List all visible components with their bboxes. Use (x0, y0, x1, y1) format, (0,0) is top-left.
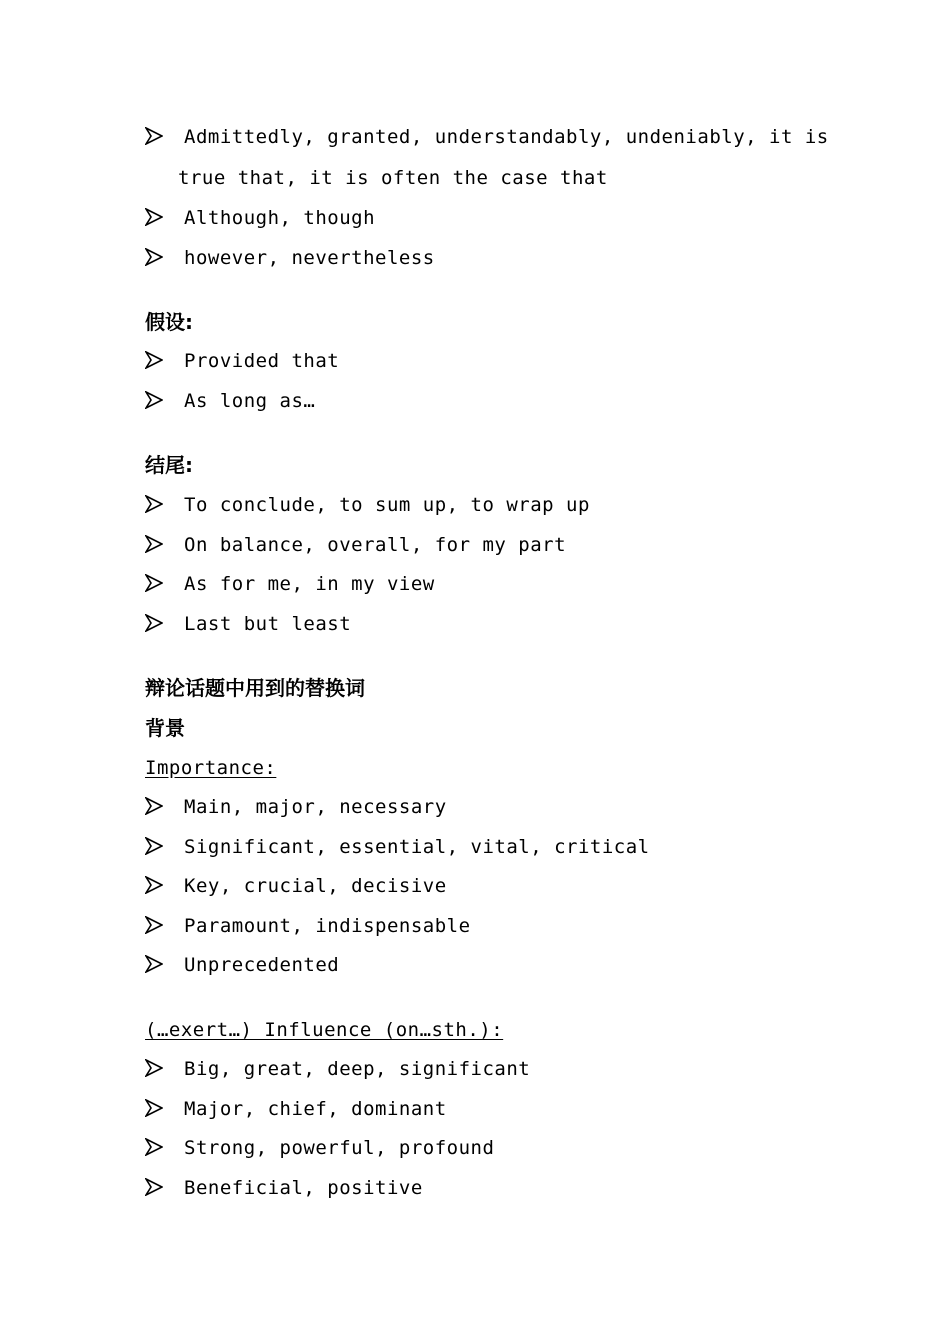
list-item-text: Major, chief, dominant (184, 1098, 447, 1120)
list-item (145, 1168, 423, 1328)
arrowhead-bullet-icon (145, 1138, 163, 1156)
arrowhead-bullet-icon (145, 248, 163, 266)
arrowhead-bullet-icon (145, 1178, 163, 1196)
arrowhead-bullet-icon (145, 916, 163, 934)
list-item-text: As long as… (184, 390, 316, 412)
arrowhead-bullet-icon (145, 1099, 163, 1117)
arrowhead-bullet-icon (145, 837, 163, 855)
list-item-text: Beneficial, positive (184, 1177, 423, 1199)
list-item-text: As for me, in my view (184, 573, 435, 595)
list-item-text: however, nevertheless (184, 247, 435, 269)
list-item-text: Admittedly, granted, understandably, undeniably, it is (184, 126, 829, 148)
arrowhead-bullet-icon (145, 127, 163, 145)
arrowhead-bullet-icon (145, 495, 163, 513)
list-item-text: Significant, essential, vital, critical (184, 836, 650, 858)
subheading-importance: Importance: (145, 757, 277, 779)
arrowhead-bullet-icon (145, 208, 163, 226)
section-heading-conclusion: 结尾: (145, 453, 193, 477)
list-item-text: Paramount, indispensable (184, 915, 471, 937)
subheading-influence: (…exert…) Influence (on…sth.): (145, 1019, 504, 1041)
list-item-text: Provided that (184, 350, 340, 372)
section-heading-assumption: 假设: (145, 310, 193, 334)
arrowhead-bullet-icon (145, 535, 163, 553)
list-item-text: Strong, powerful, profound (184, 1137, 495, 1159)
list-item-text: Main, major, necessary (184, 796, 447, 818)
arrowhead-bullet-icon (145, 574, 163, 592)
list-item-text: On balance, overall, for my part (184, 534, 567, 556)
section-title-debate: 辩论话题中用到的替换词 (145, 676, 365, 700)
section-heading-background: 背景 (145, 716, 185, 740)
arrowhead-bullet-icon (145, 351, 163, 369)
arrowhead-bullet-icon (145, 955, 163, 973)
arrowhead-bullet-icon (145, 1059, 163, 1077)
arrowhead-bullet-icon (145, 614, 163, 632)
list-item-text: Last but least (184, 613, 352, 635)
list-item-text: Although, though (184, 207, 376, 229)
arrowhead-bullet-icon (145, 876, 163, 894)
arrowhead-bullet-icon (145, 391, 163, 409)
list-item-text: Big, great, deep, significant (184, 1058, 531, 1080)
list-item-text: Unprecedented (184, 954, 340, 976)
list-item-continuation: true that, it is often the case that (178, 167, 608, 189)
list-item-text: Key, crucial, decisive (184, 875, 447, 897)
arrowhead-bullet-icon (145, 797, 163, 815)
list-item-text: To conclude, to sum up, to wrap up (184, 494, 590, 516)
